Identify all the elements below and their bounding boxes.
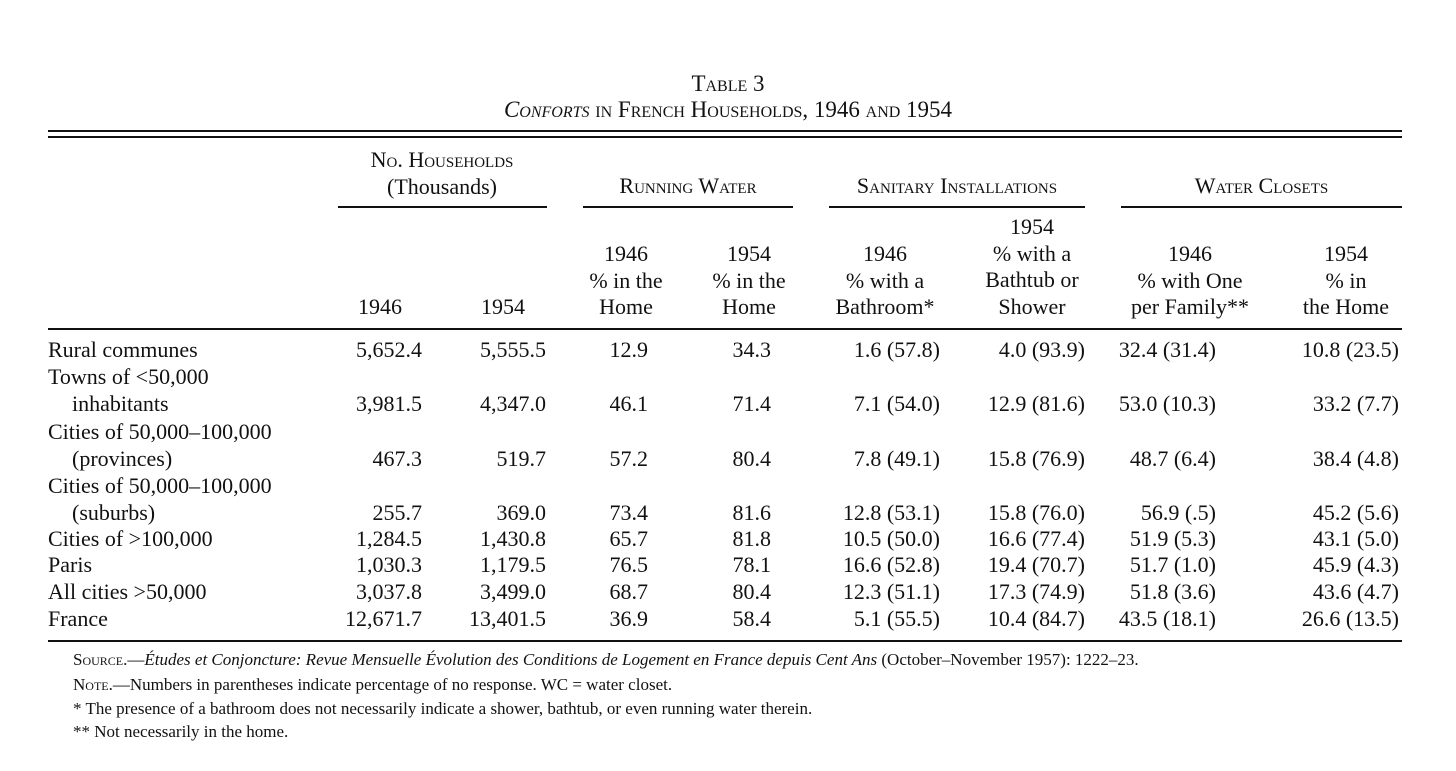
cell-sanitary-1954: 19.4 (70.7) (987, 552, 1085, 577)
footnote-bathroom: * The presence of a bathroom does not necessarily indicate a shower, bathtub, or even running water therein. (73, 699, 813, 718)
row-label: All cities >50,000 (48, 579, 207, 604)
cell-households-1946: 255.7 (372, 500, 422, 525)
cell-wc-1946: 51.7 (1.0) (1129, 552, 1216, 577)
cell-water-1954: 81.6 (732, 500, 771, 525)
cell-households-1954: 13,401.5 (469, 606, 546, 631)
table-title-rest: in French Households, 1946 and 1954 (589, 97, 953, 122)
cell-sanitary-1946: 12.8 (53.1) (842, 500, 940, 525)
group-rule-sanitary (829, 206, 1085, 208)
cell-households-1946: 12,671.7 (345, 606, 422, 631)
cell-sanitary-1946: 5.1 (55.5) (853, 606, 940, 631)
cell-water-1954: 81.8 (732, 526, 771, 551)
col-header-water-1946: 1946 % in the Home (589, 241, 663, 319)
row-label: Towns of <50,000 (48, 364, 209, 389)
cell-wc-1946: 43.5 (18.1) (1118, 606, 1216, 631)
cell-sanitary-1946: 10.5 (50.0) (842, 526, 940, 551)
cell-water-1946: 73.4 (609, 500, 648, 525)
col-header-households-1946: 1946 (358, 294, 402, 319)
bottom-rule (48, 640, 1402, 642)
col-header-wc-1946: 1946 % with One per Family** (1131, 241, 1249, 319)
cell-water-1954: 80.4 (732, 579, 771, 604)
cell-wc-1954: 45.2 (5.6) (1312, 500, 1399, 525)
col-header-sanitary-1954: 1954 % with a Bathtub or Shower (985, 214, 1079, 319)
top-double-rule-upper (48, 130, 1402, 132)
cell-sanitary-1946: 12.3 (51.1) (842, 579, 940, 604)
cell-sanitary-1946: 16.6 (52.8) (842, 552, 940, 577)
cell-water-1946: 68.7 (609, 579, 648, 604)
cell-households-1954: 4,347.0 (480, 391, 546, 416)
cell-wc-1946: 51.9 (5.3) (1129, 526, 1216, 551)
cell-sanitary-1946: 1.6 (57.8) (853, 337, 940, 362)
cell-households-1954: 5,555.5 (480, 337, 546, 362)
cell-water-1946: 65.7 (609, 526, 648, 551)
row-label: France (48, 606, 108, 631)
cell-wc-1954: 33.2 (7.7) (1312, 391, 1399, 416)
cell-wc-1954: 38.4 (4.8) (1312, 446, 1399, 471)
cell-sanitary-1954: 4.0 (93.9) (998, 337, 1085, 362)
cell-households-1946: 1,284.5 (356, 526, 422, 551)
group-households-line2: (Thousands) (387, 173, 497, 199)
header-body-rule (48, 328, 1402, 330)
cell-households-1954: 3,499.0 (480, 579, 546, 604)
source-note: Source.—Études et Conjoncture: Revue Mensuelle Évolution des Conditions de Logement en France depuis Cent Ans (October–November 1957): 1222–23. (73, 650, 1139, 669)
cell-water-1946: 76.5 (609, 552, 648, 577)
cell-wc-1946: 51.8 (3.6) (1129, 579, 1216, 604)
col-header-households-1954: 1954 (481, 294, 525, 319)
cell-water-1954: 71.4 (732, 391, 771, 416)
row-label: Cities of >100,000 (48, 526, 213, 551)
row-label-continuation: inhabitants (72, 391, 169, 416)
cell-households-1954: 1,430.8 (480, 526, 546, 551)
row-label-continuation: (provinces) (72, 446, 173, 471)
general-note: Note.—Numbers in parentheses indicate percentage of no response. WC = water closet. (73, 675, 673, 694)
cell-wc-1946: 32.4 (31.4) (1118, 337, 1216, 362)
cell-sanitary-1954: 15.8 (76.0) (987, 500, 1085, 525)
cell-water-1954: 34.3 (732, 337, 771, 362)
group-rule-water-closets (1121, 206, 1402, 208)
group-households (338, 147, 546, 200)
cell-wc-1946: 48.7 (6.4) (1129, 446, 1216, 471)
cell-sanitary-1946: 7.8 (49.1) (853, 446, 940, 471)
row-label: Cities of 50,000–100,000 (48, 419, 272, 444)
table-title-italic: Conforts (503, 97, 590, 122)
cell-households-1954: 519.7 (496, 446, 546, 471)
cell-wc-1946: 53.0 (10.3) (1118, 391, 1216, 416)
cell-wc-1954: 10.8 (23.5) (1301, 337, 1399, 362)
cell-sanitary-1954: 12.9 (81.6) (987, 391, 1085, 416)
table-label: Table 3 (691, 71, 765, 96)
group-rule-households (338, 206, 547, 208)
cell-households-1946: 3,981.5 (356, 391, 422, 416)
cell-sanitary-1954: 10.4 (84.7) (987, 606, 1085, 631)
cell-households-1954: 369.0 (496, 500, 546, 525)
col-header-sanitary-1946: 1946 % with a Bathroom* (835, 241, 935, 319)
cell-sanitary-1954: 17.3 (74.9) (987, 579, 1085, 604)
cell-sanitary-1946: 7.1 (54.0) (853, 391, 940, 416)
cell-households-1946: 1,030.3 (356, 552, 422, 577)
row-label: Rural communes (48, 337, 198, 362)
group-rule-running-water (583, 206, 793, 208)
cell-sanitary-1954: 15.8 (76.9) (987, 446, 1085, 471)
row-label: Paris (48, 552, 92, 577)
cell-wc-1954: 45.9 (4.3) (1312, 552, 1399, 577)
cell-water-1946: 36.9 (609, 606, 648, 631)
cell-water-1946: 12.9 (609, 337, 648, 362)
cell-water-1946: 57.2 (609, 446, 648, 471)
cell-wc-1946: 56.9 (.5) (1140, 500, 1216, 525)
group-water-closets: Water Closets (1194, 173, 1329, 198)
cell-water-1946: 46.1 (609, 391, 648, 416)
group-households-line1: No. Households (370, 147, 514, 172)
cell-households-1946: 467.3 (372, 446, 422, 471)
row-label-continuation: (suburbs) (72, 500, 156, 525)
row-label: Cities of 50,000–100,000 (48, 473, 272, 498)
cell-wc-1954: 43.1 (5.0) (1312, 526, 1399, 551)
cell-water-1954: 58.4 (732, 606, 771, 631)
group-sanitary-installations: Sanitary Installations (856, 173, 1058, 198)
col-header-wc-1954: 1954 % in the Home (1302, 241, 1390, 319)
footnote-home: ** Not necessarily in the home. (73, 722, 289, 741)
cell-households-1954: 1,179.5 (480, 552, 546, 577)
cell-wc-1954: 43.6 (4.7) (1312, 579, 1399, 604)
cell-households-1946: 3,037.8 (356, 579, 422, 604)
top-double-rule-lower (48, 136, 1402, 138)
cell-wc-1954: 26.6 (13.5) (1301, 606, 1399, 631)
cell-sanitary-1954: 16.6 (77.4) (987, 526, 1085, 551)
cell-households-1946: 5,652.4 (356, 337, 422, 362)
col-header-water-1954: 1954 % in the Home (712, 241, 786, 319)
table-title (0, 97, 1456, 123)
cell-water-1954: 80.4 (732, 446, 771, 471)
group-running-water: Running Water (619, 173, 757, 198)
cell-water-1954: 78.1 (732, 552, 771, 577)
